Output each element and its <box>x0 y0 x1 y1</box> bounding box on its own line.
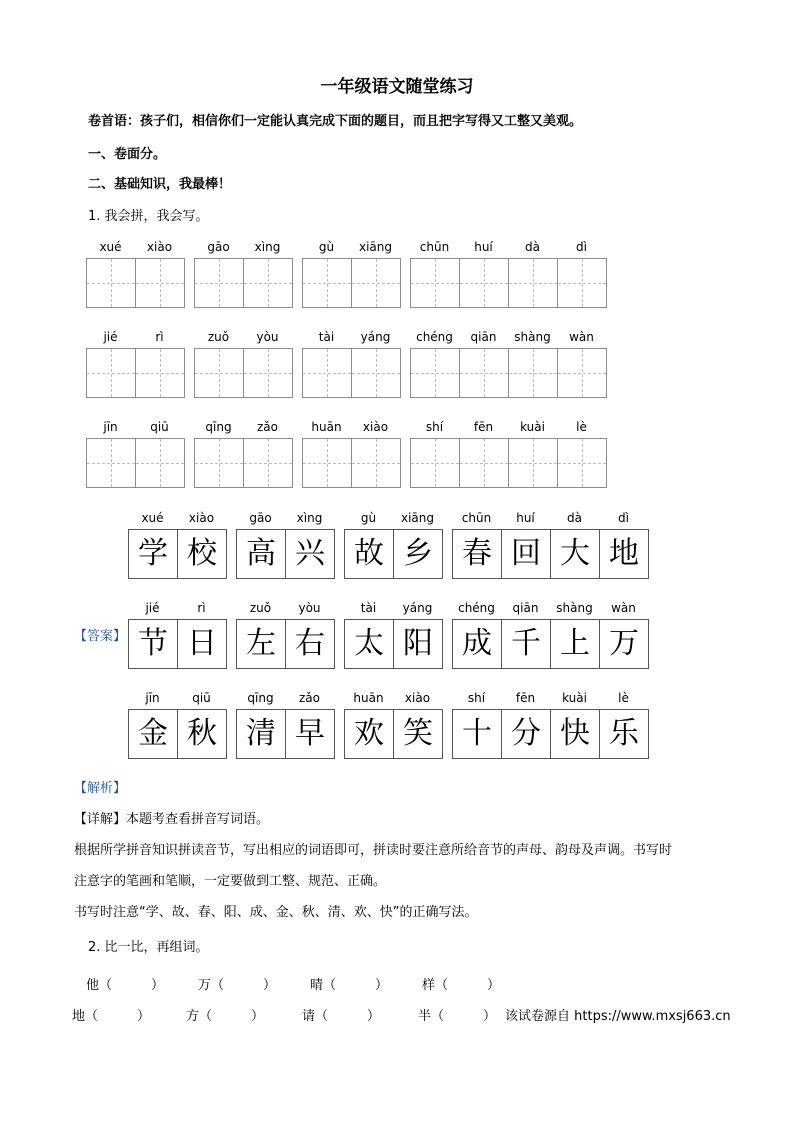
pinyin-syllable: jié <box>145 601 160 615</box>
answer-character: 千 <box>511 626 541 661</box>
pinyin-syllable: zǎo <box>257 420 278 434</box>
pinyin-syllable: shàng <box>514 330 551 344</box>
compare-item: 地（ ） <box>72 1009 151 1024</box>
section-heading-1: 一、卷面分。 <box>88 147 167 162</box>
pinyin-syllable: xiào <box>362 420 389 434</box>
pinyin-syllable: yòu <box>256 330 279 344</box>
answer-character: 快 <box>560 716 590 751</box>
pinyin-syllable: rì <box>155 330 164 344</box>
pinyin-syllable: chūn <box>419 240 450 254</box>
answer-character: 高 <box>246 536 276 571</box>
pinyin-syllable: shí <box>425 420 444 434</box>
pinyin-syllable: xiào <box>404 691 431 705</box>
writing-cell[interactable] <box>136 439 184 487</box>
pinyin-syllable: qīng <box>247 691 274 705</box>
pinyin-row <box>86 240 184 256</box>
writing-cell[interactable] <box>87 439 136 487</box>
answer-cell <box>453 530 502 578</box>
answer-character: 兴 <box>295 536 325 571</box>
answer-cell <box>178 710 226 758</box>
answer-character: 左 <box>246 626 276 661</box>
pinyin-row <box>128 601 226 617</box>
pinyin-syllable: qiān <box>470 330 497 344</box>
writing-cell[interactable] <box>411 439 460 487</box>
pinyin-syllable: xiāng <box>400 511 434 525</box>
compare-item: 万（ ） <box>198 978 277 993</box>
answer-character: 清 <box>246 716 276 751</box>
answer-cell <box>502 530 551 578</box>
writing-cell[interactable] <box>411 259 460 307</box>
writing-cell[interactable] <box>352 439 400 487</box>
pinyin-row <box>410 420 606 436</box>
answer-cell <box>286 620 334 668</box>
writing-boxes <box>344 709 443 759</box>
pinyin-syllable: chūn <box>461 511 492 525</box>
pinyin-syllable: kuài <box>520 420 545 434</box>
answer-character: 乡 <box>403 536 433 571</box>
compare-item: 他（ ） <box>86 978 165 993</box>
writing-boxes <box>302 258 401 308</box>
pinyin-syllable: jīn <box>145 691 160 705</box>
answer-character: 学 <box>138 536 168 571</box>
pinyin-syllable: fēn <box>515 691 536 705</box>
pinyin-syllable: xiào <box>188 511 215 525</box>
answer-character: 节 <box>138 626 168 661</box>
answer-cell <box>237 710 286 758</box>
answer-cell <box>129 710 178 758</box>
answer-cell <box>600 710 648 758</box>
answer-cell <box>502 620 551 668</box>
answer-cell <box>600 620 648 668</box>
writing-cell[interactable] <box>460 259 509 307</box>
writing-cell[interactable] <box>460 349 509 397</box>
writing-boxes <box>194 258 293 308</box>
pinyin-syllable: yáng <box>402 601 433 615</box>
answer-character: 地 <box>609 536 639 571</box>
writing-boxes <box>194 438 293 488</box>
answer-cell <box>178 620 226 668</box>
pinyin-syllable: xué <box>141 511 164 525</box>
answer-cell <box>453 710 502 758</box>
answer-character: 欢 <box>354 716 384 751</box>
pinyin-row <box>452 601 648 617</box>
answer-cell <box>286 530 334 578</box>
writing-boxes <box>236 529 335 579</box>
answer-cell <box>502 710 551 758</box>
answer-character: 大 <box>560 536 590 571</box>
pinyin-syllable: dà <box>567 511 582 525</box>
pinyin-row <box>86 330 184 346</box>
pinyin-syllable: lè <box>618 691 629 705</box>
answer-cell <box>551 620 600 668</box>
pinyin-syllable: zǎo <box>299 691 320 705</box>
answer-cell <box>129 530 178 578</box>
pinyin-row <box>194 330 292 346</box>
answer-cell <box>551 710 600 758</box>
pinyin-row <box>344 691 442 707</box>
writing-boxes <box>410 348 607 398</box>
writing-cell[interactable] <box>303 439 352 487</box>
writing-boxes <box>302 348 401 398</box>
pinyin-syllable: rì <box>197 601 206 615</box>
writing-boxes <box>452 619 649 669</box>
source-note: 该试卷源自 https://www.mxsj663.cn <box>505 1009 731 1024</box>
pinyin-syllable: wàn <box>569 330 594 344</box>
writing-cell[interactable] <box>303 259 352 307</box>
writing-cell[interactable] <box>509 259 558 307</box>
writing-boxes <box>452 529 649 579</box>
answer-cell <box>551 530 600 578</box>
question-1-label: 1. 我会拼，我会写。 <box>88 209 209 224</box>
answer-cell <box>394 620 442 668</box>
pinyin-row <box>452 691 648 707</box>
preface: 卷首语：孩子们，相信你们一定能认真完成下面的题目，而且把字写得又工整又美观。 <box>88 114 583 129</box>
answer-label: 【答案】 <box>74 629 127 644</box>
pinyin-syllable: xìng <box>296 511 323 525</box>
pinyin-row <box>344 511 442 527</box>
answer-character: 校 <box>187 536 217 571</box>
compare-item: 方（ ） <box>186 1009 265 1024</box>
writing-boxes <box>344 619 443 669</box>
writing-cell[interactable] <box>87 349 136 397</box>
writing-cell[interactable] <box>558 259 606 307</box>
writing-cell[interactable] <box>244 349 292 397</box>
answer-character: 回 <box>511 536 541 571</box>
pinyin-row <box>302 330 400 346</box>
pinyin-syllable: kuài <box>562 691 587 705</box>
answer-character: 乐 <box>609 716 639 751</box>
pinyin-row <box>236 601 334 617</box>
writing-boxes <box>194 348 293 398</box>
pinyin-syllable: huān <box>353 691 384 705</box>
pinyin-row <box>302 240 400 256</box>
writing-cell[interactable] <box>411 349 460 397</box>
pinyin-syllable: qīng <box>205 420 232 434</box>
writing-boxes <box>86 438 185 488</box>
pinyin-syllable: yòu <box>298 601 321 615</box>
answer-cell <box>345 620 394 668</box>
writing-cell[interactable] <box>244 439 292 487</box>
analysis-label: 【解析】 <box>74 781 127 796</box>
answer-cell <box>394 530 442 578</box>
pinyin-syllable: fēn <box>473 420 494 434</box>
pinyin-syllable: chéng <box>458 601 495 615</box>
writing-boxes <box>128 709 227 759</box>
pinyin-syllable: gù <box>360 511 377 525</box>
pinyin-row <box>128 691 226 707</box>
answer-character: 秋 <box>187 716 217 751</box>
writing-cell[interactable] <box>352 259 400 307</box>
pinyin-syllable: xìng <box>254 240 281 254</box>
writing-boxes <box>410 438 607 488</box>
pinyin-syllable: shí <box>467 691 486 705</box>
writing-boxes <box>410 258 607 308</box>
answer-cell <box>286 710 334 758</box>
writing-boxes <box>344 529 443 579</box>
writing-cell[interactable] <box>195 349 244 397</box>
answer-character: 十 <box>462 716 492 751</box>
answer-character: 故 <box>354 536 384 571</box>
explanation-line-3: 书写时注意“学、故、春、阳、成、金、秋、清、欢、快”的正确写法。 <box>74 905 478 920</box>
pinyin-syllable: chéng <box>416 330 453 344</box>
pinyin-syllable: gāo <box>249 511 272 525</box>
pinyin-row <box>194 420 292 436</box>
pinyin-syllable: xiào <box>146 240 173 254</box>
answer-character: 春 <box>462 536 492 571</box>
pinyin-syllable: wàn <box>611 601 636 615</box>
pinyin-row <box>410 330 606 346</box>
writing-boxes <box>236 619 335 669</box>
writing-cell[interactable] <box>352 349 400 397</box>
pinyin-row <box>128 511 226 527</box>
answer-character: 分 <box>511 716 541 751</box>
answer-cell <box>129 620 178 668</box>
pinyin-syllable: dì <box>618 511 629 525</box>
pinyin-row <box>344 601 442 617</box>
answer-cell <box>178 530 226 578</box>
question-2-label: 2. 比一比，再组词。 <box>88 940 209 955</box>
writing-boxes <box>128 619 227 669</box>
pinyin-syllable: gāo <box>207 240 230 254</box>
writing-cell[interactable] <box>136 259 184 307</box>
pinyin-syllable: shàng <box>556 601 593 615</box>
pinyin-syllable: dà <box>525 240 540 254</box>
pinyin-syllable: xiāng <box>358 240 392 254</box>
writing-boxes <box>236 709 335 759</box>
answer-character: 右 <box>295 626 325 661</box>
explanation-line-1: 根据所学拼音知识拼读音节，写出相应的词语即可，拼读时要注意所给音节的声母、韵母及声调。书写时 <box>74 843 673 858</box>
pinyin-row <box>236 511 334 527</box>
answer-cell <box>394 710 442 758</box>
writing-cell[interactable] <box>303 349 352 397</box>
pinyin-syllable: zuǒ <box>249 601 272 615</box>
writing-cell[interactable] <box>87 259 136 307</box>
answer-character: 早 <box>295 716 325 751</box>
answer-character: 金 <box>138 716 168 751</box>
writing-cell[interactable] <box>244 259 292 307</box>
answer-cell <box>600 530 648 578</box>
pinyin-syllable: jié <box>103 330 118 344</box>
page-title: 一年级语文随堂练习 <box>320 77 474 97</box>
writing-cell[interactable] <box>195 259 244 307</box>
answer-cell <box>453 620 502 668</box>
pinyin-syllable: gù <box>318 240 335 254</box>
writing-boxes <box>86 258 185 308</box>
writing-cell[interactable] <box>509 439 558 487</box>
explanation-line-2: 注意字的笔画和笔顺，一定要做到工整、规范、正确。 <box>74 874 387 889</box>
pinyin-row <box>236 691 334 707</box>
writing-cell[interactable] <box>460 439 509 487</box>
pinyin-syllable: jīn <box>103 420 118 434</box>
pinyin-row <box>86 420 184 436</box>
answer-character: 太 <box>354 626 384 661</box>
writing-cell[interactable] <box>195 439 244 487</box>
pinyin-syllable: xué <box>99 240 122 254</box>
answer-character: 成 <box>462 626 492 661</box>
writing-boxes <box>302 438 401 488</box>
compare-item: 晴（ ） <box>310 978 389 993</box>
answer-character: 阳 <box>403 626 433 661</box>
pinyin-syllable: lè <box>576 420 587 434</box>
answer-character: 上 <box>560 626 590 661</box>
compare-item: 样（ ） <box>422 978 501 993</box>
answer-cell <box>345 710 394 758</box>
writing-boxes <box>128 529 227 579</box>
pinyin-syllable: huí <box>516 511 535 525</box>
pinyin-row <box>302 420 400 436</box>
pinyin-syllable: qiū <box>192 691 211 705</box>
pinyin-syllable: qiū <box>150 420 169 434</box>
writing-cell[interactable] <box>558 349 606 397</box>
pinyin-syllable: tài <box>318 330 335 344</box>
answer-character: 日 <box>187 626 217 661</box>
pinyin-row <box>194 240 292 256</box>
writing-boxes <box>452 709 649 759</box>
writing-cell[interactable] <box>509 349 558 397</box>
writing-cell[interactable] <box>136 349 184 397</box>
answer-character: 笑 <box>403 716 433 751</box>
compare-item: 请（ ） <box>302 1009 381 1024</box>
answer-cell <box>237 620 286 668</box>
pinyin-syllable: yáng <box>360 330 391 344</box>
compare-item: 半（ ） <box>418 1009 497 1024</box>
pinyin-syllable: tài <box>360 601 377 615</box>
pinyin-row <box>452 511 648 527</box>
section-heading-2: 二、基础知识，我最棒！ <box>88 177 232 192</box>
pinyin-syllable: zuǒ <box>207 330 230 344</box>
writing-cell[interactable] <box>558 439 606 487</box>
pinyin-syllable: dì <box>576 240 587 254</box>
answer-character: 万 <box>609 626 639 661</box>
pinyin-syllable: qiān <box>512 601 539 615</box>
writing-boxes <box>86 348 185 398</box>
pinyin-syllable: huān <box>311 420 342 434</box>
pinyin-row <box>410 240 606 256</box>
pinyin-syllable: huí <box>474 240 493 254</box>
detail-text: 【详解】本题考查看拼音写词语。 <box>74 812 270 827</box>
answer-cell <box>345 530 394 578</box>
answer-cell <box>237 530 286 578</box>
